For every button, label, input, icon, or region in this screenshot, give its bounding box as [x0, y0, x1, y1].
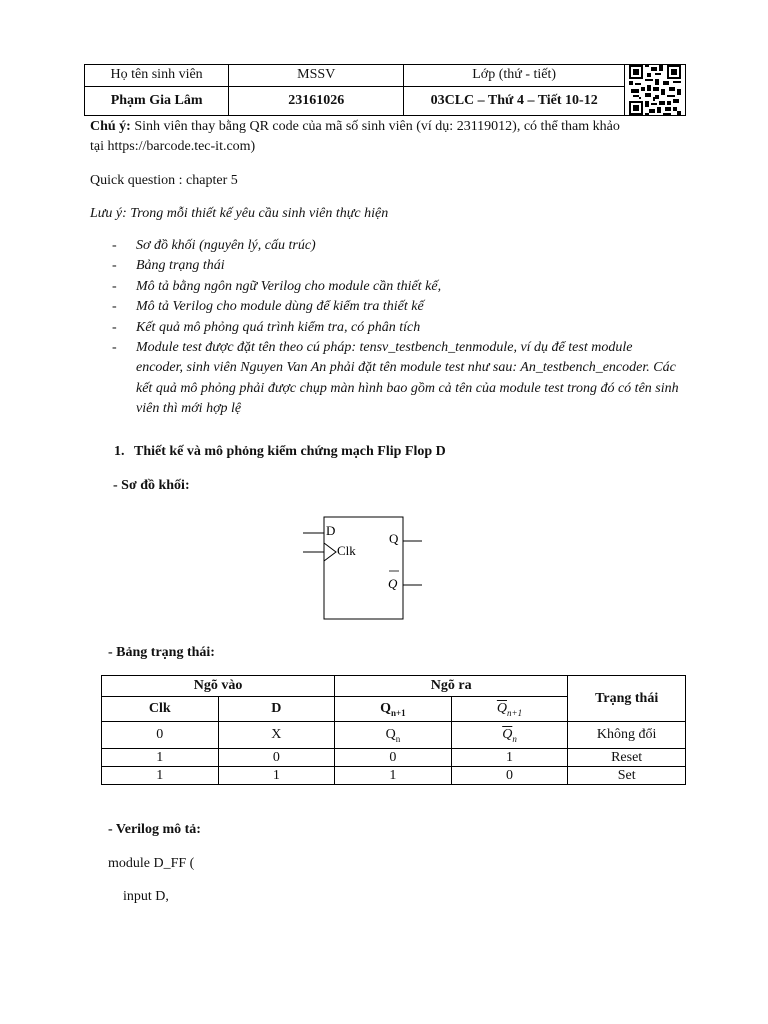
code-line: module D_FF (	[108, 856, 195, 871]
table-row: 1 1 1 0 Set	[102, 767, 686, 785]
class-info: 03CLC – Thứ 4 – Tiết 10-12	[404, 86, 625, 115]
table-row: 1 0 0 1 Reset	[102, 749, 686, 767]
student-info-table	[84, 64, 686, 116]
qr-code-cell	[625, 65, 686, 116]
qbar-header: $\overline{Q}_{n+1}$	[451, 697, 568, 722]
label-q: Q	[389, 531, 399, 546]
list-item: - Mô tả bằng ngôn ngữ Verilog cho module cần thiết kế,	[112, 278, 442, 294]
code-line: input D,	[123, 889, 169, 904]
d-header: D	[218, 697, 335, 722]
state-table	[101, 675, 686, 785]
list-item: - Mô tả Verilog cho module dùng để kiểm tra thiết kế	[112, 299, 424, 315]
header-name-label: Họ tên sinh viên	[85, 65, 229, 87]
clk-header: Clk	[102, 697, 219, 722]
section-number: 1.	[114, 444, 125, 459]
list-item: - Bảng trạng thái	[112, 258, 225, 274]
instruction-text: Lưu ý: Trong mỗi thiết kế yêu cầu sinh viên thực hiện	[90, 206, 389, 221]
list-item: - Module test được đặt tên theo cú pháp: tensv_testbench_tenmodule, ví dụ để test module encoder, sinh viên Nguyen Van An phải đặt tên module test như sau: An_testbench_encoder. Các kết quả mô phỏng phải được chụp màn hình bao gồm cả tên của module test trong đó có tên sinh viên thì mới hợp lệ	[112, 340, 679, 417]
table-row: 0 X $Q_n$ $\overline{Q}_n$ Không đổi	[102, 722, 686, 749]
list-item: - Sơ đồ khối (nguyên lý, cấu trúc)	[112, 238, 316, 253]
qr-code-icon	[627, 65, 683, 115]
note-paragraph-cont: tại https://barcode.tec-it.com)	[90, 139, 256, 154]
list-item: - Kết quả mô phỏng quá trình kiểm tra, có phân tích	[112, 319, 421, 335]
student-id: 23161026	[229, 86, 404, 115]
clock-triangle-icon	[324, 543, 336, 561]
requirements-list	[112, 236, 682, 420]
note-label: Chú ý:	[90, 119, 131, 134]
note-text: Sinh viên thay bằng QR code của mã số sinh viên (ví dụ: 23119012), có thể tham khảo	[130, 119, 620, 134]
inputs-group-header: Ngõ vào	[102, 676, 335, 697]
quick-question: Quick question : chapter 5	[90, 173, 238, 188]
flip-flop-diagram	[300, 512, 430, 624]
block-diagram-heading: - Sơ đồ khối:	[113, 478, 190, 493]
student-name: Phạm Gia Lâm	[85, 86, 229, 115]
state-table-heading: - Bảng trạng thái:	[108, 645, 215, 660]
label-d: D	[326, 523, 336, 538]
header-id-label: MSSV	[229, 65, 404, 87]
outputs-group-header: Ngõ ra	[335, 676, 568, 697]
note-paragraph	[90, 117, 690, 137]
section-title: Thiết kế và mô phỏng kiểm chứng mạch Flip Flop D	[134, 444, 446, 459]
state-header: Trạng thái	[568, 676, 686, 722]
header-class-label: Lớp (thứ - tiết)	[404, 65, 625, 87]
verilog-heading: - Verilog mô tả:	[108, 822, 201, 837]
q-header: $Q_{n+1}$	[335, 697, 452, 722]
label-clk: Clk	[337, 543, 356, 558]
label-qbar: Q	[388, 576, 398, 591]
section-heading	[114, 442, 446, 462]
